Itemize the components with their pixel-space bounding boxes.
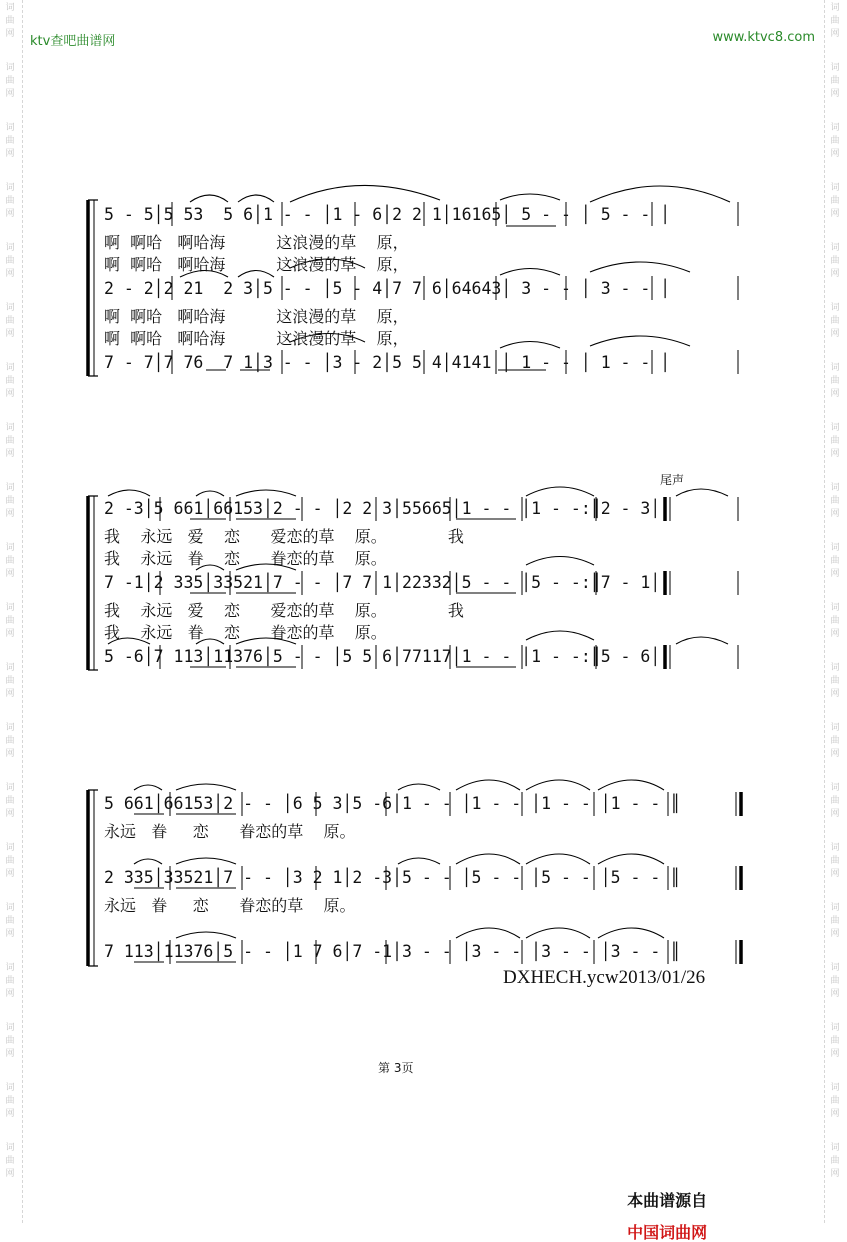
side-watermark: 词 曲 网 <box>830 843 840 879</box>
header-site-left[interactable]: ktv查吧曲谱网 <box>30 34 116 49</box>
system-1-lyrics-2: 啊 啊哈 啊哈海 这浪漫的草 原， <box>104 255 409 274</box>
system-1-lyrics-1: 啊 啊哈 啊哈海 这浪漫的草 原， <box>104 233 409 252</box>
system-2-label: 尾声 <box>660 473 685 487</box>
system-3-alto-notes: 2 335│33521│7 - - │3 2 1│2 -3│5 - - │5 - - │5 - - │5 - - ║ <box>104 868 681 887</box>
system-2-lyrics-3: 我 永远 爱 恋 爱恋的草 原。 我 <box>104 601 464 620</box>
side-watermark: 词 曲 网 <box>5 843 15 879</box>
system-2-lyrics-2: 我 永远 眷 恋 眷恋的草 原。 <box>104 549 387 568</box>
side-watermark: 词 曲 网 <box>830 1083 840 1119</box>
system-3-soprano-notes: 5 661│66153│2 - - │6 5 3│5 -6│1 - - │1 - - │1 - - │1 - - ║ <box>104 794 681 813</box>
side-watermark: 词 曲 网 <box>830 423 840 459</box>
side-watermark: 词 曲 网 <box>830 663 840 699</box>
side-watermark: 词 曲 网 <box>5 423 15 459</box>
side-watermark: 词 曲 网 <box>830 303 840 339</box>
footer-source <box>616 1177 707 1241</box>
side-watermark: 词 曲 网 <box>5 363 15 399</box>
system-2-alto-notes: 7 -1│2 335│33521│7 - - │7 7 1│22332│5 - - │5 - -:║7 - 1│ <box>104 573 661 592</box>
side-watermark: 词 曲 网 <box>830 123 840 159</box>
side-watermark: 词 曲 网 <box>5 1083 15 1119</box>
system-2-lyrics-1: 我 永远 爱 恋 爱恋的草 原。 我 <box>104 527 464 546</box>
side-watermark: 词 曲 网 <box>5 1023 15 1059</box>
side-watermark: 词 曲 网 <box>5 903 15 939</box>
system-1-bass-notes: 7 - 7│7 76 7 1│3 - - │3 - 2│5 5 4│4141 │ 1 - - │ 1 - - │ <box>104 353 671 372</box>
side-watermark: 词 曲 网 <box>5 243 15 279</box>
side-watermark: 词 曲 网 <box>830 1143 840 1179</box>
system-2-lyrics-4: 我 永远 眷 恋 眷恋的草 原。 <box>104 623 387 642</box>
side-watermark: 词 曲 网 <box>830 183 840 219</box>
side-watermark: 词 曲 网 <box>5 783 15 819</box>
system-1-lyrics-3: 啊 啊哈 啊哈海 这浪漫的草 原， <box>104 307 409 326</box>
side-watermark: 词 曲 网 <box>830 603 840 639</box>
system-3-lyrics-1: 永远 眷 恋 眷恋的草 原。 <box>104 822 356 841</box>
system-2-soprano-notes: 2 -3│5 661│66153│2 - - │2 2 3│55665│1 - - │1 - -:║2 - 3│ <box>104 499 661 518</box>
side-watermark: 词 曲 网 <box>5 963 15 999</box>
side-watermark: 词 曲 网 <box>5 723 15 759</box>
side-watermark: 词 曲 网 <box>5 543 15 579</box>
side-watermark: 词 曲 网 <box>830 1023 840 1059</box>
side-watermark: 词 曲 网 <box>830 243 840 279</box>
side-watermark: 词 曲 网 <box>830 483 840 519</box>
side-watermark: 词 曲 网 <box>830 723 840 759</box>
side-watermark: 词 曲 网 <box>5 123 15 159</box>
side-watermark: 词 曲 网 <box>5 483 15 519</box>
side-watermark: 词 曲 网 <box>5 63 15 99</box>
system-3-lyrics-2: 永远 眷 恋 眷恋的草 原。 <box>104 896 356 915</box>
system-1-alto-notes: 2 - 2│2 21 2 3│5 - - │5 - 4│7 7 6│64643│ 3 - - │ 3 - - │ <box>104 279 671 298</box>
side-watermark: 词 曲 网 <box>5 663 15 699</box>
footer-source-brand[interactable]: 中国词曲网 <box>627 1223 708 1242</box>
system-1-soprano-notes: 5 - 5│5 53 5 6│1 - - │1 - 6│2 2 1│16165│ 5 - - │ 5 - - │ <box>104 205 671 224</box>
side-watermark: 词 曲 网 <box>830 963 840 999</box>
system-3-bass-notes: 7 113│11376│5 - - │1 7 6│7 -1│3 - - │3 - - │3 - - │3 - - ║ <box>104 942 681 961</box>
side-watermark: 词 曲 网 <box>830 3 840 39</box>
system-1-lyrics-4: 啊 啊哈 啊哈海 这浪漫的草 原， <box>104 329 409 348</box>
side-watermark: 词 曲 网 <box>830 783 840 819</box>
system-2-bass-notes: 5 -6│7 113│11376│5 - - │5 5 6│77117│1 - - │1 - -:║5 - 6│ <box>104 647 661 666</box>
side-watermark: 词 曲 网 <box>5 303 15 339</box>
side-watermark: 词 曲 网 <box>5 183 15 219</box>
page-number: 第 3页 <box>378 1061 414 1075</box>
side-watermark: 词 曲 网 <box>5 603 15 639</box>
footer-source-label: 本曲谱源自 <box>627 1191 708 1210</box>
side-watermark: 词 曲 网 <box>830 63 840 99</box>
header-site-right[interactable]: www.ktvc8.com <box>712 30 815 45</box>
side-watermark: 词 曲 网 <box>830 543 840 579</box>
side-watermark: 词 曲 网 <box>830 363 840 399</box>
arranger-signature: DXHECH.ycw2013/01/26 <box>503 967 706 988</box>
side-watermark: 词 曲 网 <box>5 1143 15 1179</box>
side-watermark: 词 曲 网 <box>830 903 840 939</box>
side-watermark: 词 曲 网 <box>5 3 15 39</box>
